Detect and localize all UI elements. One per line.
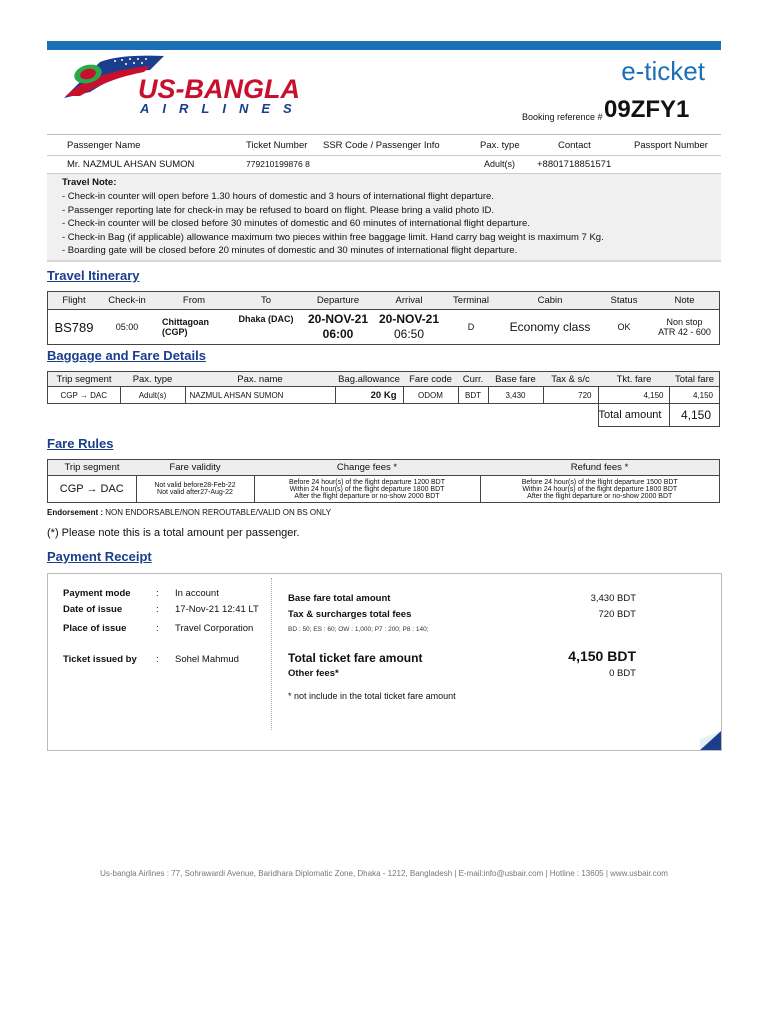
status: OK — [598, 310, 650, 345]
fr-refund-2: Within 24 hour(s) of the flight departure 1800 BDT — [522, 485, 678, 493]
departure — [298, 310, 378, 345]
th-refund-fees: Refund fees * — [480, 460, 720, 476]
fare-rules-row — [48, 476, 720, 503]
base-fare-total-label: Base fare total amount — [288, 593, 391, 604]
bag-total-fare: 4,150 — [670, 387, 720, 404]
contact: +8801718851571 — [537, 159, 612, 170]
payment-title: Payment Receipt — [47, 549, 152, 564]
payment-divider — [271, 578, 273, 730]
th-fr-segment: Trip segment — [48, 460, 137, 476]
brand-name: US-BANGLA — [138, 74, 300, 104]
dep-date: 20-NOV-21 — [307, 312, 369, 326]
place-of-issue-label: Place of issue — [63, 623, 127, 634]
pax-type: Adult(s) — [484, 159, 516, 169]
th-note: Note — [650, 292, 720, 310]
travel-note-line: - Check-in counter will be closed before 30 minutes of domestic and 60 minutes of international flight departure. — [62, 218, 530, 229]
from-airport — [154, 310, 234, 345]
bag-pax-type: Adult(s) — [120, 387, 185, 404]
th-total-fare: Total fare — [670, 372, 720, 387]
itinerary-table — [47, 291, 720, 345]
col-passenger-name: Passenger Name — [67, 140, 141, 151]
colon: : — [156, 588, 159, 599]
th-flight: Flight — [48, 292, 101, 310]
booking-ref: 09ZFY1 — [604, 96, 690, 123]
date-of-issue: 17-Nov-21 12:41 LT — [175, 604, 259, 615]
payment-mode: In account — [175, 588, 219, 599]
travel-note-line: - Passenger reporting late for check-in may be refused to board on flight. Please bring a valid photo ID. — [62, 205, 494, 216]
itinerary-header-row — [48, 292, 720, 310]
passenger-header — [47, 134, 721, 156]
endorsement-text: NON ENDORSABLE/NON REROUTABLE/VALID ON BS ONLY — [105, 508, 332, 517]
issued-by: Sohel Mahmud — [175, 654, 239, 665]
th-terminal: Terminal — [440, 292, 502, 310]
brand-subtitle: AIRLINES — [140, 101, 305, 116]
place-of-issue: Travel Corporation — [175, 623, 254, 634]
baggage-title: Baggage and Fare Details — [47, 348, 206, 363]
endorsement — [47, 508, 331, 517]
baggage-header-row — [48, 372, 720, 387]
terminal: D — [440, 310, 502, 345]
th-status: Status — [598, 292, 650, 310]
total-fare-label: Total ticket fare amount — [288, 651, 423, 665]
th-arrival: Arrival — [378, 292, 440, 310]
page-title: e-ticket — [621, 56, 705, 86]
col-ticket-number: Ticket Number — [246, 140, 308, 151]
th-bag: Bag.allowance — [335, 372, 403, 387]
colon: : — [156, 654, 159, 665]
tax-total-label: Tax & surcharges total fees — [288, 609, 412, 620]
ticket-number: 779210199876 8 — [246, 159, 310, 169]
bag-tkt-fare: 4,150 — [598, 387, 670, 404]
note-line2: ATR 42 - 600 — [658, 327, 711, 337]
fr-refund-3: After the flight departure or no-show 2000 BDT — [527, 492, 673, 500]
travel-note — [47, 174, 721, 262]
itinerary-row — [48, 310, 720, 345]
th-tkt-fare: Tkt. fare — [598, 372, 670, 387]
corner-fold-icon — [700, 731, 721, 750]
other-fees-label: Other fees* — [288, 668, 339, 679]
cabin: Economy class — [502, 310, 598, 345]
fr-change-1: Before 24 hour(s) of the flight departure 1200 BDT — [288, 478, 446, 486]
bag-segment: CGP → DAC — [48, 387, 121, 404]
fare-rules-header-row — [48, 460, 720, 476]
payment-mode-label: Payment mode — [63, 588, 131, 599]
other-fees-value: 0 BDT — [609, 668, 636, 679]
th-change-fees: Change fees * — [254, 460, 480, 476]
fr-validity-2: Not valid after27-Aug-22 — [157, 489, 233, 496]
note-line1: Non stop — [666, 317, 703, 327]
bag-curr: BDT — [458, 387, 488, 404]
fare-rules-title: Fare Rules — [47, 436, 114, 451]
th-departure: Departure — [298, 292, 378, 310]
arr-time: 06:50 — [393, 327, 425, 341]
total-amount-value: 4,150 — [670, 404, 720, 427]
to-airport: Dhaka (DAC) — [234, 310, 298, 345]
bag-fare-code: ODOM — [403, 387, 458, 404]
bag-pax-name: NAZMUL AHSAN SUMON — [185, 387, 335, 404]
travel-note-title: Travel Note: — [62, 177, 117, 188]
booking-ref-label: Booking reference # — [522, 112, 603, 122]
th-fare-validity: Fare validity — [136, 460, 254, 476]
fr-segment: CGP → DAC — [48, 476, 137, 503]
th-trip-segment: Trip segment — [48, 372, 121, 387]
fr-change — [254, 476, 480, 503]
base-fare-total-value: 3,430 BDT — [590, 593, 636, 604]
th-pax-type: Pax. type — [120, 372, 185, 387]
passenger-name: Mr. NAZMUL AHSAN SUMON — [67, 159, 195, 170]
th-from: From — [154, 292, 234, 310]
baggage-total-row — [48, 404, 720, 427]
total-fare-value: 4,150 BDT — [568, 648, 636, 664]
date-of-issue-label: Date of issue — [63, 604, 123, 615]
th-curr: Curr. — [458, 372, 488, 387]
passenger-row — [47, 155, 721, 174]
header-bar — [47, 41, 721, 50]
th-tax: Tax & s/c — [543, 372, 598, 387]
from-city: Chittagoan — [162, 317, 209, 327]
payment-footnote: * not include in the total ticket fare amount — [288, 691, 456, 701]
dep-time: 06:00 — [322, 327, 354, 341]
endorsement-label: Endorsement : — [47, 508, 104, 517]
th-fare-code: Fare code — [403, 372, 458, 387]
fr-refund — [480, 476, 720, 503]
bag-tax: 720 — [543, 387, 598, 404]
per-passenger-note: (*) Please note this is a total amount per passenger. — [47, 527, 300, 539]
fr-change-2: Within 24 hour(s) of the flight departure 1800 BDT — [289, 485, 445, 493]
fr-validity — [136, 476, 254, 503]
checkin-time: 05:00 — [100, 310, 154, 345]
flight-note — [650, 310, 720, 345]
baggage-table — [47, 371, 720, 427]
fr-change-3: After the flight departure or no-show 2000 BDT — [294, 492, 440, 500]
itinerary-title: Travel Itinerary — [47, 268, 140, 283]
baggage-row — [48, 387, 720, 404]
colon: : — [156, 623, 159, 634]
colon: : — [156, 604, 159, 615]
arrival — [378, 310, 440, 345]
fr-validity-1: Not valid before28-Feb-22 — [154, 482, 236, 489]
travel-note-line: - Boarding gate will be closed before 20 minutes of domestic and 30 minutes of international flight departure. — [62, 245, 518, 256]
col-pax-type: Pax. type — [480, 140, 520, 151]
tax-breakdown: BD : 50; ES : 60; OW : 1,000; P7 : 200; P8 : 140; — [288, 626, 429, 633]
from-code: (CGP) — [162, 327, 188, 337]
travel-note-line: - Check-in Bag (if applicable) allowance maximum two pieces within free baggage limit. Hand carry bag weight is maximum 7 Kg. — [62, 232, 604, 243]
total-amount-label: Total amount — [598, 404, 670, 427]
tax-total-value: 720 BDT — [598, 609, 636, 620]
travel-note-line: - Check-in counter will open before 1.30 hours of domestic and 3 hours of international flight departure. — [62, 191, 494, 202]
th-cabin: Cabin — [502, 292, 598, 310]
th-pax-name: Pax. name — [185, 372, 335, 387]
fare-rules-table — [47, 459, 720, 503]
flight-number: BS789 — [48, 310, 101, 345]
issued-by-label: Ticket issued by — [63, 654, 137, 665]
bag-base-fare: 3,430 — [488, 387, 543, 404]
bag-allowance: 20 Kg — [335, 387, 403, 404]
th-to: To — [234, 292, 298, 310]
fr-refund-1: Before 24 hour(s) of the flight departure 1500 BDT — [521, 478, 678, 486]
col-passport: Passport Number — [634, 140, 708, 151]
footer-address: Us-bangla Airlines : 77, Sohrawardi Avenue, Baridhara Diplomatic Zone, Dhaka - 1212, Bangladesh | E-mail:info@usbair.com | Hotline : 13605 | www.usbair.com — [100, 869, 668, 878]
col-contact: Contact — [558, 140, 591, 151]
arr-date: 20-NOV-21 — [378, 312, 440, 326]
th-base-fare: Base fare — [488, 372, 543, 387]
col-ssr: SSR Code / Passenger Info — [323, 140, 440, 151]
th-checkin: Check-in — [100, 292, 154, 310]
